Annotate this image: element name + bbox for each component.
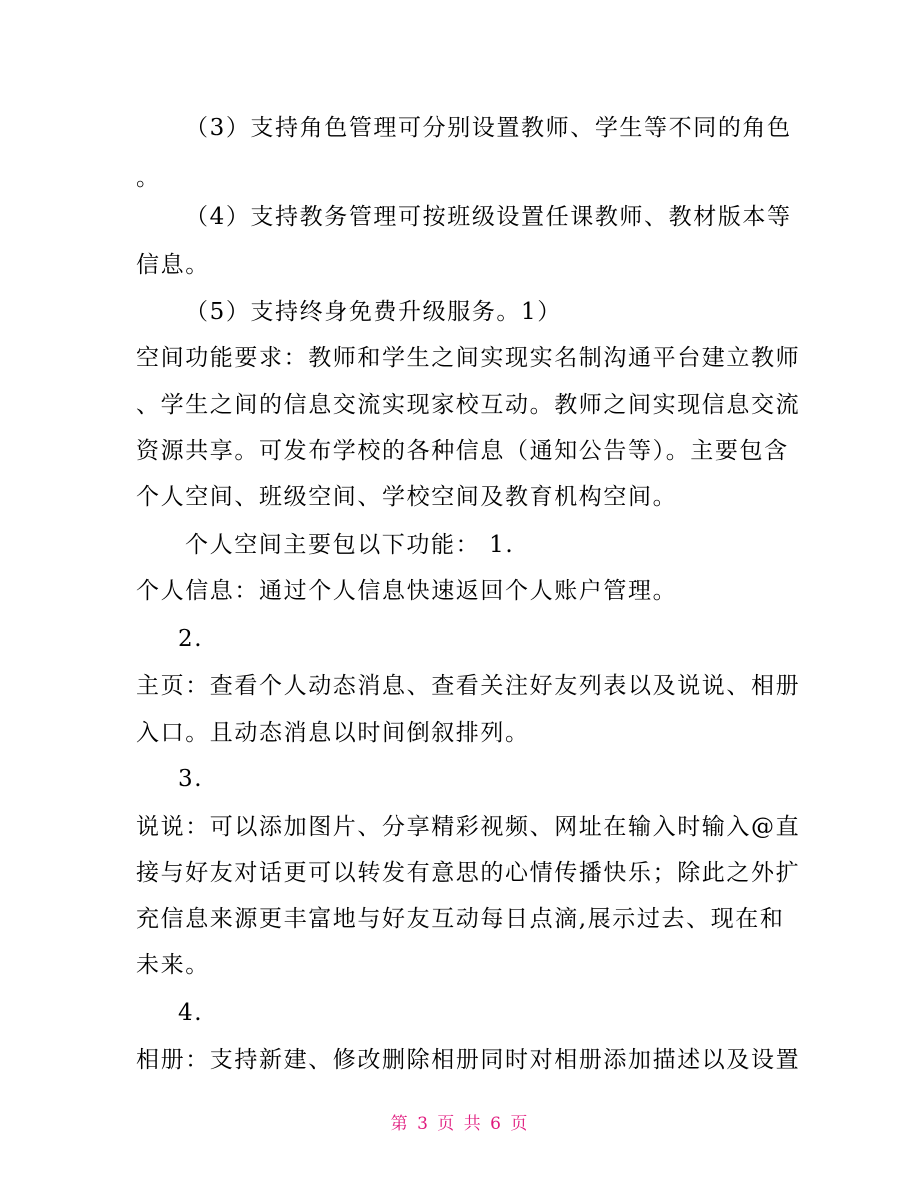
paragraph-line: 个人信息：通过个人信息快速返回个人账户管理。: [136, 578, 678, 604]
list-number: 2.: [178, 626, 204, 652]
paragraph-line: 个人空间主要包以下功能： 1.: [185, 532, 515, 558]
page-footer: 第 3 页 共 6 页: [390, 1114, 530, 1134]
paragraph-line: 未来。: [136, 952, 210, 978]
paragraph-line: 个人空间、班级空间、学校空间及教育机构空间。: [136, 484, 678, 510]
paragraph-line: 主页：查看个人动态消息、查看关注好友列表以及说说、相册: [136, 673, 801, 699]
paragraph-line: 。: [136, 165, 161, 191]
paragraph-line: （3）支持角色管理可分别设置教师、学生等不同的角色: [185, 115, 792, 141]
paragraph-line: 说说：可以添加图片、分享精彩视频、网址在输入时输入@直: [136, 814, 801, 840]
paragraph-line: 、学生之间的信息交流实现家校互动。教师之间实现信息交流: [136, 392, 801, 418]
paragraph-line: 相册：支持新建、修改删除相册同时对相册添加描述以及设置: [136, 1047, 801, 1073]
paragraph-line: （5）支持终身免费升级服务。1）: [185, 299, 562, 325]
paragraph-line: （4）支持教务管理可按班级设置任课教师、教材版本等: [185, 204, 792, 230]
list-number: 3.: [178, 766, 204, 792]
paragraph-line: 空间功能要求：教师和学生之间实现实名制沟通平台建立教师: [136, 345, 801, 371]
paragraph-line: 入口。且动态消息以时间倒叙排列。: [136, 720, 530, 746]
list-number: 4.: [178, 1000, 204, 1026]
paragraph-line: 信息。: [136, 252, 210, 278]
paragraph-line: 接与好友对话更可以转发有意思的心情传播快乐；除此之外扩: [136, 860, 801, 886]
paragraph-line: 资源共享。可发布学校的各种信息（通知公告等）。主要包含: [136, 438, 789, 464]
paragraph-line: 充信息来源更丰富地与好友互动每日点滴,展示过去、现在和: [136, 906, 785, 932]
